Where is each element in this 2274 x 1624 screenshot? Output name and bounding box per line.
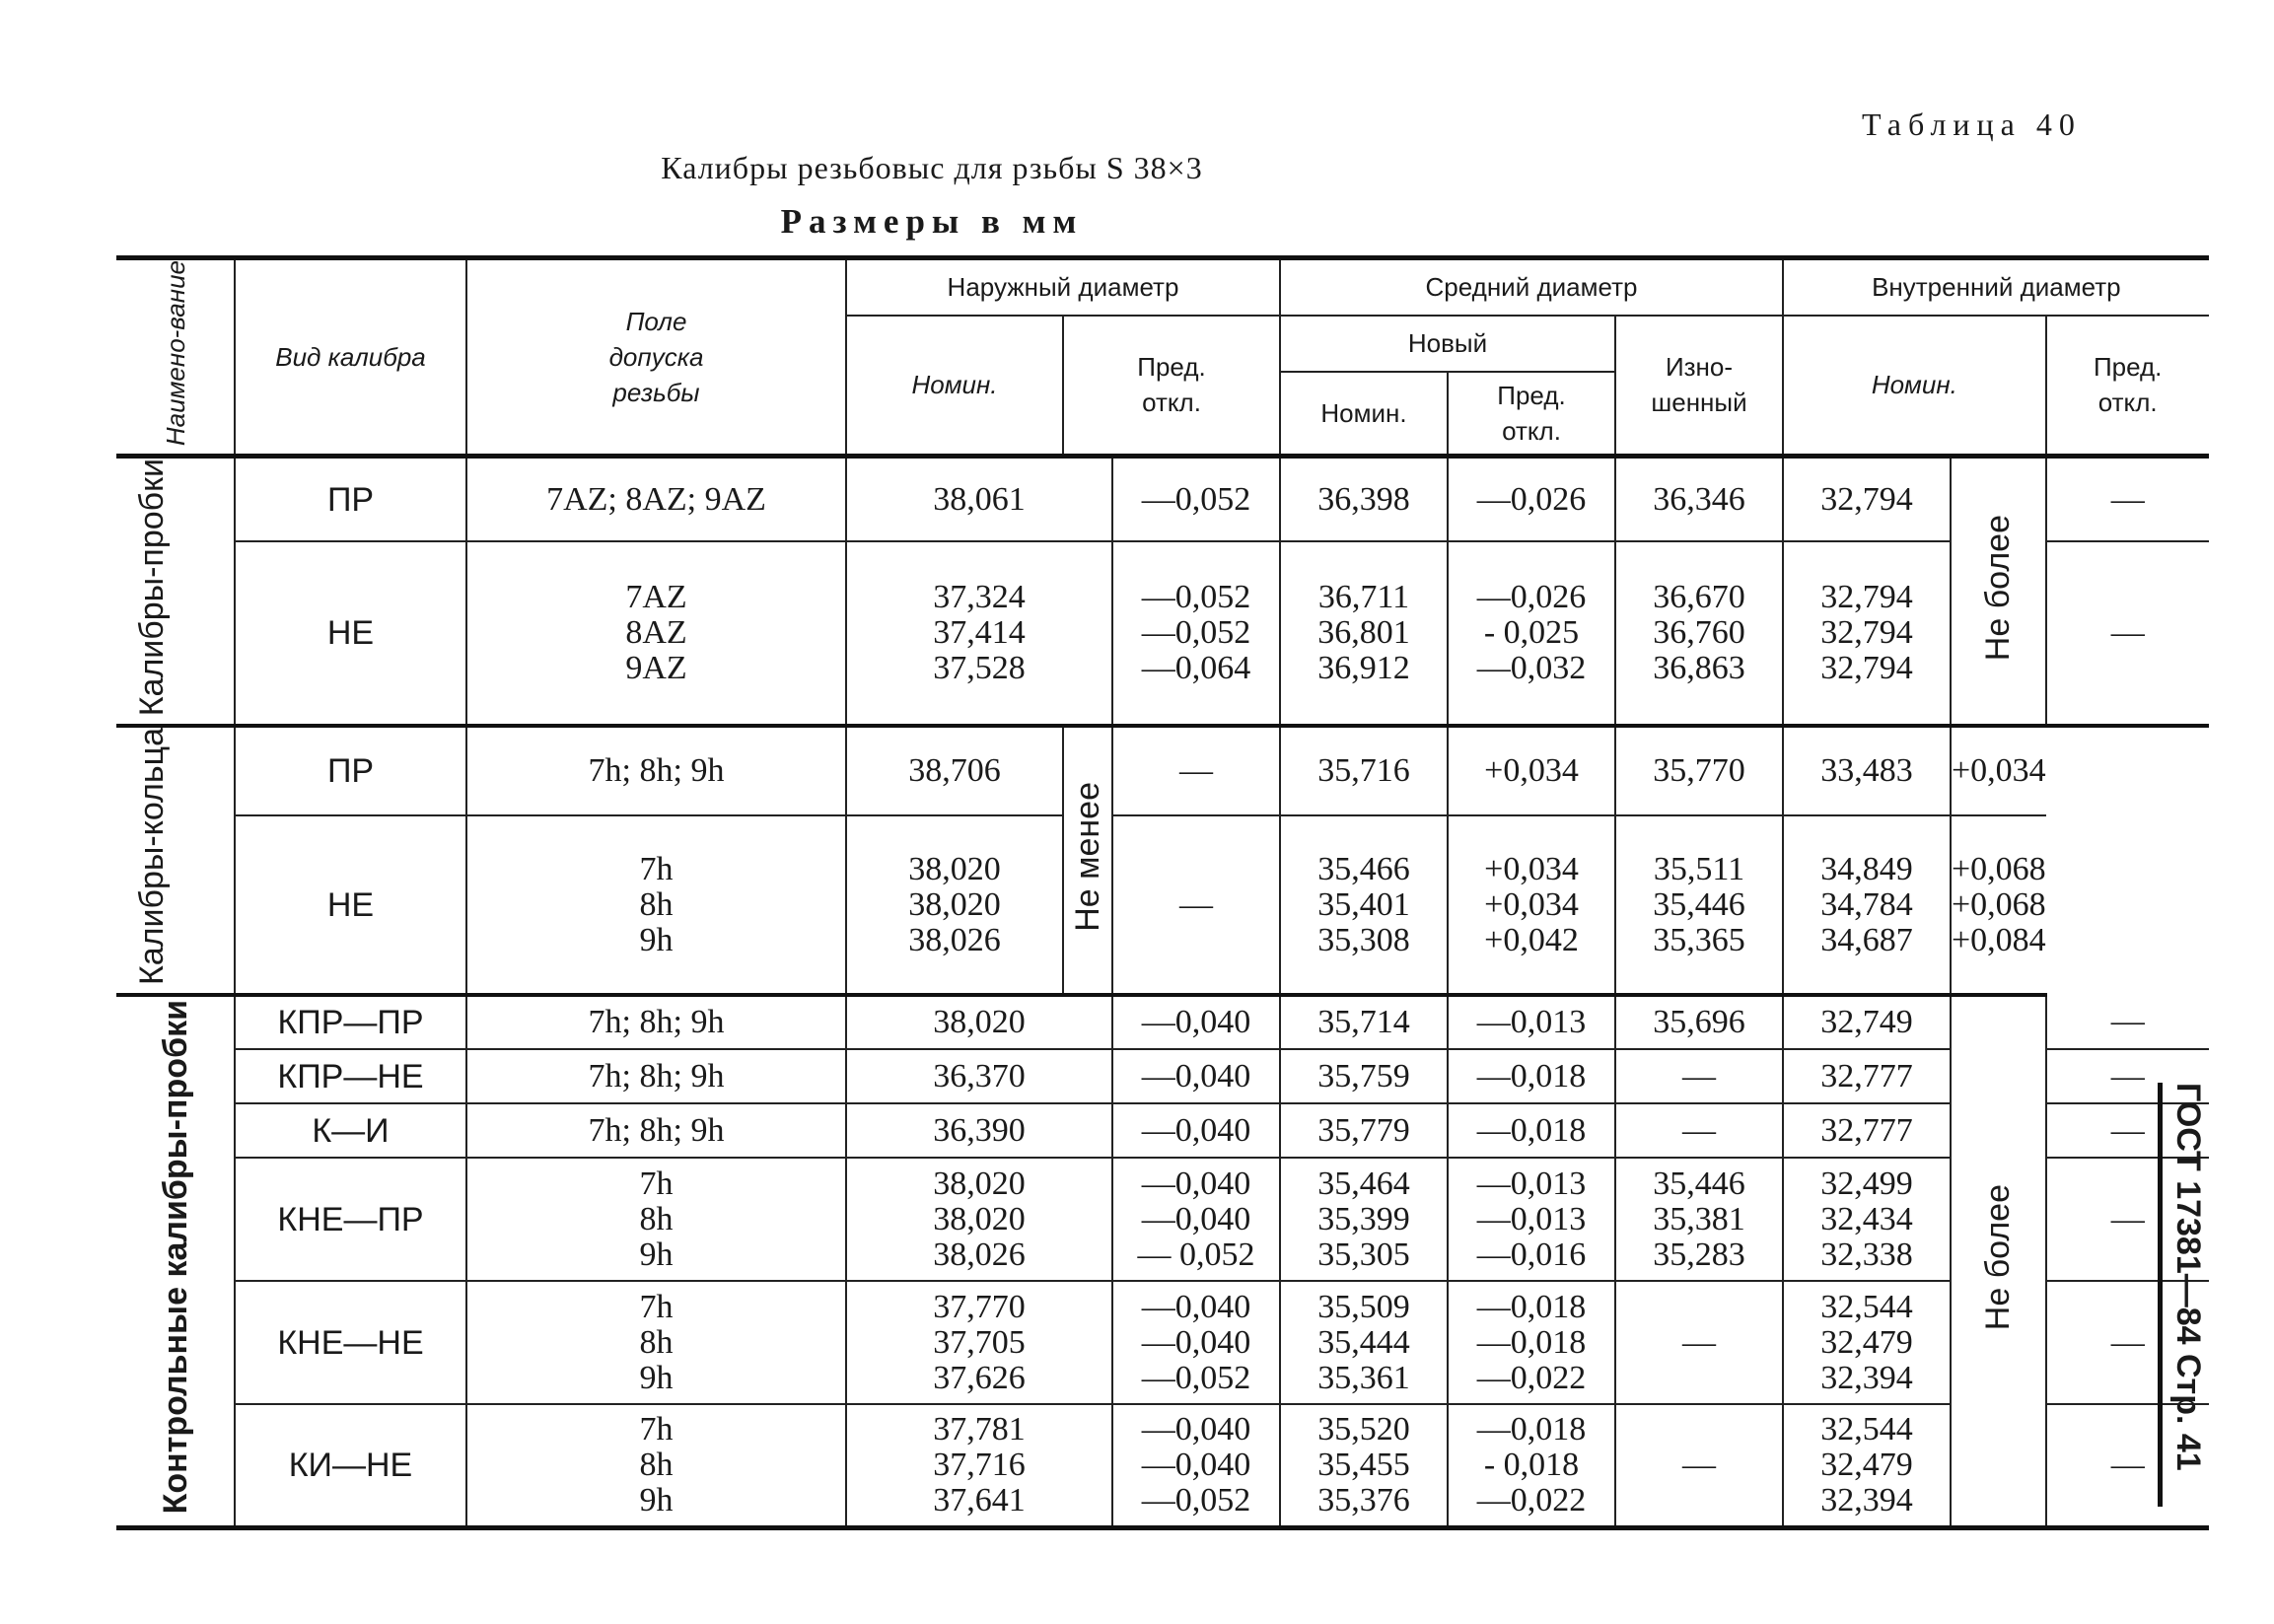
- middle-new-nominal-line: 35,455: [1317, 1447, 1410, 1484]
- header-kind: [235, 258, 466, 457]
- inner-nominal-line: 32,394: [1820, 1482, 1913, 1519]
- inner-nominal: 32,777: [1783, 1049, 1951, 1103]
- table-caption: Калибры резьбовыс для рзьбы S 38×3: [661, 150, 1203, 185]
- note-not-more-control: [1951, 995, 2046, 1527]
- middle-new-deviation: [1448, 1404, 1615, 1527]
- outer-deviation: [1112, 1281, 1280, 1404]
- outer-nominal: 36,390: [846, 1103, 1112, 1158]
- middle-new-deviation-line: —0,018: [1476, 1323, 1587, 1361]
- thread-tolerance-line: 7h: [639, 1411, 674, 1448]
- outer-nominal-line: 38,020: [908, 885, 1001, 923]
- middle-new-nominal-line: 36,711: [1317, 579, 1410, 616]
- middle-new-deviation: —0,026: [1448, 457, 1615, 541]
- inner-deviation: —: [2046, 1103, 2209, 1158]
- middle-worn: —: [1615, 1281, 1783, 1404]
- middle-worn: —: [1615, 1049, 1783, 1103]
- header-new: Новый: [1280, 316, 1615, 373]
- outer-deviation-line: —0,040: [1141, 1165, 1251, 1202]
- middle-worn: —: [1615, 1103, 1783, 1158]
- middle-worn: 35,770: [1615, 726, 1783, 815]
- middle-worn-line: 36,760: [1653, 614, 1745, 652]
- inner-deviation-line: +0,084: [1952, 921, 2046, 958]
- outer-deviation: [1112, 1158, 1280, 1281]
- header-name: [116, 258, 235, 457]
- middle-new-nominal-line: 35,308: [1317, 921, 1410, 958]
- table-row: [116, 1158, 2209, 1281]
- middle-worn-line: 36,863: [1653, 650, 1745, 687]
- thread-tolerance-line: 9h: [639, 1236, 674, 1273]
- middle-new-nominal-line: 35,305: [1317, 1236, 1410, 1273]
- middle-new-deviation-line: —0,016: [1476, 1236, 1587, 1273]
- middle-new-nominal: 35,716: [1280, 726, 1448, 815]
- outer-deviation-line: —0,064: [1141, 650, 1251, 687]
- thread-tolerance-line: 9h: [639, 921, 674, 958]
- outer-deviation-line: —0,040: [1141, 1200, 1251, 1237]
- middle-worn-line: 35,381: [1653, 1200, 1745, 1237]
- inner-nominal: [1783, 1404, 1951, 1527]
- inner-nominal: 32,749: [1783, 995, 1951, 1049]
- header-row-1: [116, 258, 2209, 316]
- middle-new-nominal-line: 35,520: [1317, 1411, 1410, 1448]
- inner-nominal-line: 34,849: [1820, 850, 1913, 887]
- thread-tolerance: [466, 1158, 846, 1281]
- header-name-label: Наимено-вание: [160, 260, 190, 447]
- middle-new-nominal-line: 35,399: [1317, 1200, 1410, 1237]
- header-inner-nom: Номин.: [1783, 316, 2046, 457]
- outer-nominal: [846, 1158, 1112, 1281]
- note-not-more-plugs: [1951, 457, 2046, 727]
- middle-new-nominal: 35,759: [1280, 1049, 1448, 1103]
- outer-deviation: —0,040: [1112, 995, 1280, 1049]
- middle-new-deviation-line: +0,034: [1484, 850, 1579, 887]
- inner-deviation: —: [2046, 1049, 2209, 1103]
- group-rings: [116, 726, 235, 995]
- table-row: [116, 1281, 2209, 1404]
- table-number: Таблица 40: [1862, 106, 2082, 142]
- thread-tolerance-line: 7h: [639, 1288, 674, 1325]
- middle-new-deviation-line: —0,018: [1476, 1411, 1587, 1448]
- note-not-less-rings: [1063, 726, 1112, 995]
- middle-new-deviation: [1448, 1158, 1615, 1281]
- inner-nominal-line: 32,479: [1820, 1323, 1913, 1361]
- inner-nominal: 33,483: [1783, 726, 1951, 815]
- outer-deviation: —: [1112, 815, 1280, 995]
- middle-worn-line: 35,365: [1653, 921, 1745, 958]
- outer-nominal: 38,020: [846, 995, 1112, 1049]
- middle-new-deviation: —0,018: [1448, 1103, 1615, 1158]
- gauge-dimensions-table: [116, 255, 2209, 1530]
- inner-nominal-line: 32,544: [1820, 1288, 1913, 1325]
- table-row: [116, 815, 2209, 995]
- outer-deviation: —: [1112, 726, 1280, 815]
- middle-new-nominal-line: 36,912: [1317, 650, 1410, 687]
- outer-nominal: [846, 815, 1063, 995]
- header-kind-label: Вид калибра: [275, 342, 426, 373]
- outer-nominal-line: 37,528: [933, 650, 1026, 687]
- outer-nominal-line: 38,020: [908, 850, 1001, 887]
- middle-new-nominal: [1280, 541, 1448, 726]
- middle-new-deviation-line: —0,022: [1476, 1482, 1587, 1519]
- middle-new-nominal: [1280, 815, 1448, 995]
- outer-deviation: [1112, 1404, 1280, 1527]
- gauge-kind: КНЕ—НЕ: [235, 1281, 466, 1404]
- outer-deviation-line: —0,040: [1141, 1323, 1251, 1361]
- middle-new-nominal: [1280, 1281, 1448, 1404]
- middle-new-deviation: [1448, 1281, 1615, 1404]
- middle-new-nominal-line: 35,464: [1317, 1165, 1410, 1202]
- middle-new-nominal-line: 35,466: [1317, 850, 1410, 887]
- outer-nominal: [846, 1281, 1112, 1404]
- inner-nominal-line: 32,479: [1820, 1447, 1913, 1484]
- middle-new-nominal: 35,779: [1280, 1103, 1448, 1158]
- inner-nominal-line: 34,687: [1820, 921, 1913, 958]
- inner-deviation-line: +0,068: [1952, 850, 2046, 887]
- thread-tolerance-line: 9AZ: [625, 650, 687, 687]
- inner-nominal: 32,777: [1783, 1103, 1951, 1158]
- outer-nominal-line: 37,716: [933, 1447, 1026, 1484]
- inner-nominal-line: 32,794: [1820, 579, 1913, 616]
- table-row: [116, 995, 2209, 1049]
- gauge-kind: НЕ: [235, 541, 466, 726]
- outer-deviation-line: —0,052: [1141, 579, 1251, 616]
- inner-deviation: +0,034: [1951, 726, 2046, 815]
- outer-nominal-line: 37,781: [933, 1411, 1026, 1448]
- header-inner: Внутренний диаметр: [1783, 258, 2209, 316]
- middle-worn: [1615, 815, 1783, 995]
- outer-deviation-line: —0,040: [1141, 1288, 1251, 1325]
- middle-worn-line: 35,283: [1653, 1236, 1745, 1273]
- middle-new-deviation-line: —0,022: [1476, 1359, 1587, 1396]
- note-not-less-rings-label: Не менее: [1069, 781, 1106, 932]
- middle-new-deviation-line: —0,026: [1476, 579, 1587, 616]
- inner-deviation: —: [2046, 1281, 2209, 1404]
- outer-nominal: 36,370: [846, 1049, 1112, 1103]
- outer-nominal-line: 38,026: [908, 921, 1001, 958]
- outer-nominal-line: 37,705: [933, 1323, 1026, 1361]
- inner-deviation: —: [2046, 541, 2209, 726]
- note-not-more-control-label: Не более: [1979, 1184, 2018, 1331]
- outer-deviation-line: —0,040: [1141, 1447, 1251, 1484]
- header-tolerance-label: Поле допуска резьбы: [608, 307, 704, 408]
- outer-nominal-line: 38,020: [933, 1165, 1026, 1202]
- middle-new-deviation-line: +0,034: [1484, 885, 1579, 923]
- middle-new-nominal: [1280, 1158, 1448, 1281]
- middle-new-deviation-line: - 0,018: [1483, 1447, 1580, 1484]
- middle-worn-line: 35,446: [1653, 885, 1745, 923]
- gauge-kind: К—И: [235, 1103, 466, 1158]
- middle-worn: [1615, 541, 1783, 726]
- outer-nominal: 38,061: [846, 457, 1112, 541]
- header-outer-nom: Номин.: [846, 316, 1063, 457]
- inner-nominal-line: 32,394: [1820, 1359, 1913, 1396]
- table-row: [116, 1103, 2209, 1158]
- group-rings-label: Калибры-кольца: [132, 728, 171, 986]
- table-row: [116, 1404, 2209, 1527]
- thread-tolerance-line: 8h: [639, 1447, 674, 1484]
- middle-new-deviation-line: +0,042: [1484, 921, 1579, 958]
- inner-nominal: [1783, 1158, 1951, 1281]
- thread-tolerance: 7h; 8h; 9h: [466, 726, 846, 815]
- inner-nominal: 32,794: [1783, 457, 1951, 541]
- thread-tolerance-line: 9h: [639, 1482, 674, 1519]
- outer-deviation: [1112, 541, 1280, 726]
- outer-deviation-line: —0,040: [1141, 1411, 1251, 1448]
- middle-new-deviation-line: - 0,025: [1483, 614, 1580, 652]
- thread-tolerance-line: 7AZ: [625, 579, 687, 616]
- gauge-kind: КПР—НЕ: [235, 1049, 466, 1103]
- gauge-kind: КИ—НЕ: [235, 1404, 466, 1527]
- gauge-kind: ПР: [235, 457, 466, 541]
- middle-new-deviation: —0,013: [1448, 995, 1615, 1049]
- thread-tolerance-line: 9h: [639, 1359, 674, 1396]
- gauge-kind: КНЕ—ПР: [235, 1158, 466, 1281]
- outer-deviation: —0,052: [1112, 457, 1280, 541]
- inner-deviation: —: [2046, 1158, 2209, 1281]
- inner-deviation-line: +0,068: [1952, 885, 2046, 923]
- inner-nominal-line: 32,338: [1820, 1236, 1913, 1273]
- outer-nominal: [846, 1404, 1112, 1527]
- header-middle: Средний диаметр: [1280, 258, 1783, 316]
- thread-tolerance: [466, 541, 846, 726]
- inner-nominal-line: 32,544: [1820, 1411, 1913, 1448]
- outer-nominal-line: 37,641: [933, 1482, 1026, 1519]
- thread-tolerance-line: 8AZ: [625, 614, 687, 652]
- units-caption: Размеры в мм: [780, 202, 1084, 241]
- thread-tolerance-line: 8h: [639, 1200, 674, 1237]
- table-row: [116, 1049, 2209, 1103]
- middle-new-deviation: [1448, 541, 1615, 726]
- header-inner-dev: Пред. откл.: [2046, 316, 2209, 457]
- middle-new-nominal-line: 35,361: [1317, 1359, 1410, 1396]
- inner-nominal-line: 32,794: [1820, 650, 1913, 687]
- side-label-text: ГОСТ 17381—84 Стр. 41: [2169, 1083, 2207, 1471]
- table-row: [116, 726, 2209, 815]
- thread-tolerance-line: 8h: [639, 1323, 674, 1361]
- inner-nominal: [1783, 1281, 1951, 1404]
- outer-deviation: —0,040: [1112, 1049, 1280, 1103]
- group-control-plugs: [116, 995, 235, 1527]
- thread-tolerance: [466, 1281, 846, 1404]
- gauge-kind: КПР—ПР: [235, 995, 466, 1049]
- outer-nominal-line: 37,414: [933, 614, 1026, 652]
- note-not-more-plugs-label: Не более: [1979, 514, 2018, 661]
- thread-tolerance: 7AZ; 8AZ; 9AZ: [466, 457, 846, 541]
- outer-nominal-line: 38,020: [933, 1200, 1026, 1237]
- thread-tolerance: 7h; 8h; 9h: [466, 995, 846, 1049]
- gauge-kind: НЕ: [235, 815, 466, 995]
- middle-new-nominal: [1280, 1404, 1448, 1527]
- page-side-label: [2158, 1083, 2212, 1507]
- outer-nominal-line: 38,026: [933, 1236, 1026, 1273]
- middle-new-deviation: +0,034: [1448, 726, 1615, 815]
- table-row: [116, 457, 2209, 541]
- middle-worn-line: 35,446: [1653, 1165, 1745, 1202]
- outer-nominal: [846, 541, 1112, 726]
- inner-nominal: [1783, 815, 1951, 995]
- middle-new-nominal-line: 35,509: [1317, 1288, 1410, 1325]
- thread-tolerance-line: 7h: [639, 1165, 674, 1202]
- header-outer-dev: Пред. откл.: [1063, 316, 1280, 457]
- outer-nominal-line: 37,324: [933, 579, 1026, 616]
- middle-worn: 36,346: [1615, 457, 1783, 541]
- header-new-dev: Пред. откл.: [1448, 372, 1615, 457]
- middle-new-deviation: [1448, 815, 1615, 995]
- outer-deviation-line: —0,052: [1141, 1359, 1251, 1396]
- outer-nominal-line: 37,626: [933, 1359, 1026, 1396]
- thread-tolerance-line: 8h: [639, 885, 674, 923]
- inner-deviation: [1951, 815, 2046, 995]
- inner-nominal-line: 34,784: [1820, 885, 1913, 923]
- header-worn: Изно-шенный: [1615, 316, 1783, 457]
- middle-worn-line: 35,511: [1653, 850, 1745, 887]
- middle-new-deviation-line: —0,032: [1476, 650, 1587, 687]
- middle-worn: 35,696: [1615, 995, 1783, 1049]
- thread-tolerance: 7h; 8h; 9h: [466, 1103, 846, 1158]
- inner-deviation: —: [2046, 1404, 2209, 1527]
- middle-new-deviation-line: —0,018: [1476, 1288, 1587, 1325]
- thread-tolerance: [466, 1404, 846, 1527]
- middle-new-deviation: —0,018: [1448, 1049, 1615, 1103]
- middle-worn-line: 36,670: [1653, 579, 1745, 616]
- middle-new-nominal: 35,714: [1280, 995, 1448, 1049]
- group-plugs-label: Калибры-пробки: [132, 459, 171, 717]
- thread-tolerance: 7h; 8h; 9h: [466, 1049, 846, 1103]
- middle-new-nominal-line: 35,376: [1317, 1482, 1410, 1519]
- header-new-nom: Номин.: [1280, 372, 1448, 457]
- outer-nominal-line: 37,770: [933, 1288, 1026, 1325]
- middle-worn: [1615, 1158, 1783, 1281]
- thread-tolerance: [466, 815, 846, 995]
- group-plugs: [116, 457, 235, 727]
- middle-worn: —: [1615, 1404, 1783, 1527]
- thread-tolerance-line: 7h: [639, 850, 674, 887]
- middle-new-nominal-line: 35,444: [1317, 1323, 1410, 1361]
- header-tolerance: [466, 258, 846, 457]
- outer-deviation-line: —0,052: [1141, 1482, 1251, 1519]
- header-outer: Наружный диаметр: [846, 258, 1280, 316]
- inner-nominal: [1783, 541, 1951, 726]
- middle-new-nominal: 36,398: [1280, 457, 1448, 541]
- middle-new-deviation-line: —0,013: [1476, 1165, 1587, 1202]
- inner-nominal-line: 32,434: [1820, 1200, 1913, 1237]
- inner-deviation: —: [2046, 995, 2209, 1049]
- outer-deviation: —0,040: [1112, 1103, 1280, 1158]
- group-control-plugs-label: Контрольные калибры-пробки: [156, 1000, 194, 1515]
- inner-deviation: —: [2046, 457, 2209, 541]
- table-row: [116, 541, 2209, 726]
- outer-nominal: 38,706: [846, 726, 1063, 815]
- middle-new-nominal-line: 35,401: [1317, 885, 1410, 923]
- inner-nominal-line: 32,794: [1820, 614, 1913, 652]
- middle-new-nominal-line: 36,801: [1317, 614, 1410, 652]
- middle-new-deviation-line: —0,013: [1476, 1200, 1587, 1237]
- outer-deviation-line: —0,052: [1141, 614, 1251, 652]
- inner-nominal-line: 32,499: [1820, 1165, 1913, 1202]
- gauge-kind: ПР: [235, 726, 466, 815]
- outer-deviation-line: — 0,052: [1137, 1236, 1255, 1273]
- table-body: [116, 258, 2209, 1528]
